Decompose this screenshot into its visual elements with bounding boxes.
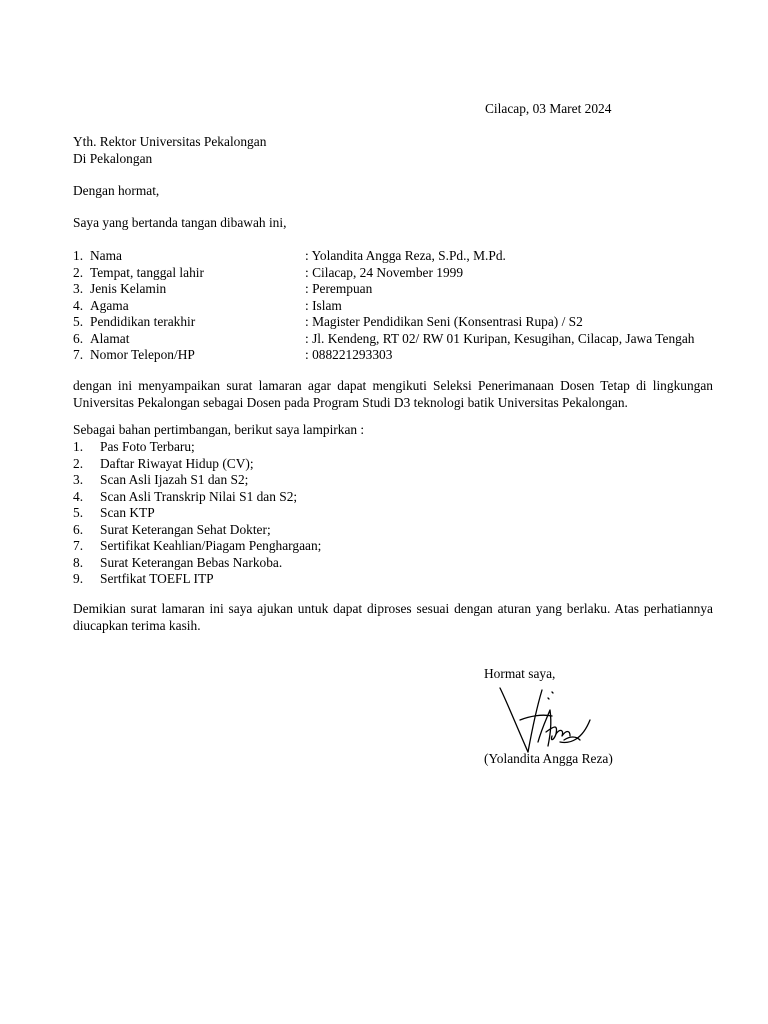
attachment-text: Pas Foto Terbaru;	[100, 439, 195, 454]
closing-salutation: Hormat saya,	[484, 666, 556, 681]
attachment-text: Sertifikat Keahlian/Piagam Penghargaan;	[100, 538, 322, 553]
attachment-text: Scan Asli Transkrip Nilai S1 dan S2;	[100, 488, 298, 504]
identity-value: : Magister Pendidikan Seni (Konsentrasi Rupa) / S2	[305, 314, 583, 329]
attachment-number: 6.	[73, 521, 84, 537]
attachment-number: 5.	[73, 505, 84, 520]
attachment-number: 2.	[73, 455, 84, 471]
attachment-number: 7.	[73, 538, 84, 553]
identity-number: 1.	[73, 248, 84, 263]
identity-value: : Islam	[305, 297, 342, 313]
identity-label: Tempat, tanggal lahir	[90, 264, 204, 280]
attachments-intro: Sebagai bahan pertimbangan, berikut saya lampirkan :	[73, 422, 365, 437]
attachment-number: 1.	[73, 439, 84, 454]
attachment-number: 4.	[73, 488, 84, 504]
identity-value: : 088221293303	[305, 347, 393, 362]
identity-value: : Jl. Kendeng, RT 02/ RW 01 Kuripan, Kesugihan, Cilacap, Jawa Tengah	[305, 330, 695, 346]
identity-label: Alamat	[90, 330, 130, 346]
identity-label: Pendidikan terakhir	[90, 314, 196, 329]
attachment-text: Daftar Riwayat Hidup (CV);	[100, 455, 254, 471]
intro-line: Saya yang bertanda tangan dibawah ini,	[73, 215, 287, 230]
attachment-text: Surat Keterangan Sehat Dokter;	[100, 521, 271, 537]
identity-value: : Perempuan	[305, 281, 373, 296]
identity-number: 4.	[73, 297, 84, 313]
attachment-number: 3.	[73, 472, 84, 487]
identity-number: 2.	[73, 264, 84, 280]
identity-number: 3.	[73, 281, 84, 296]
identity-label: Nama	[90, 248, 122, 263]
attachment-text: Scan Asli Ijazah S1 dan S2;	[100, 472, 249, 487]
attachment-number: 9.	[73, 571, 84, 586]
identity-label: Agama	[90, 297, 129, 313]
body-paragraph: dengan ini menyampaikan surat lamaran agar dapat mengikuti Seleksi Penerimanaan Dosen Tetap di lingkungan Universitas Pekalongan sebagai Dosen pada Program Studi D3 teknologi batik Universitas Pekalongan.	[73, 378, 713, 410]
identity-label: Jenis Kelamin	[90, 281, 167, 296]
greeting: Dengan hormat,	[73, 183, 160, 198]
handwritten-signature	[490, 680, 600, 760]
identity-label: Nomor Telepon/HP	[90, 347, 195, 362]
identity-number: 6.	[73, 330, 84, 346]
recipient-line-1: Yth. Rektor Universitas Pekalongan	[73, 134, 267, 149]
identity-value: : Yolandita Angga Reza, S.Pd., M.Pd.	[305, 248, 506, 263]
attachment-number: 8.	[73, 554, 84, 570]
recipient-line-2: Di Pekalongan	[73, 150, 153, 166]
attachment-text: Scan KTP	[100, 505, 155, 520]
attachment-text: Surat Keterangan Bebas Narkoba.	[100, 554, 283, 570]
place-date: Cilacap, 03 Maret 2024	[485, 101, 612, 116]
identity-number: 7.	[73, 347, 84, 362]
attachment-text: Sertfikat TOEFL ITP	[100, 571, 214, 586]
recipient-block	[73, 134, 266, 167]
signatory-name: (Yolandita Angga Reza)	[484, 751, 613, 766]
identity-number: 5.	[73, 314, 84, 329]
closing-paragraph: Demikian surat lamaran ini saya ajukan untuk dapat diproses sesuai dengan aturan yang berlaku. Atas perhatiannya diucapkan terima kasih.	[73, 601, 713, 633]
identity-value: : Cilacap, 24 November 1999	[305, 264, 464, 280]
